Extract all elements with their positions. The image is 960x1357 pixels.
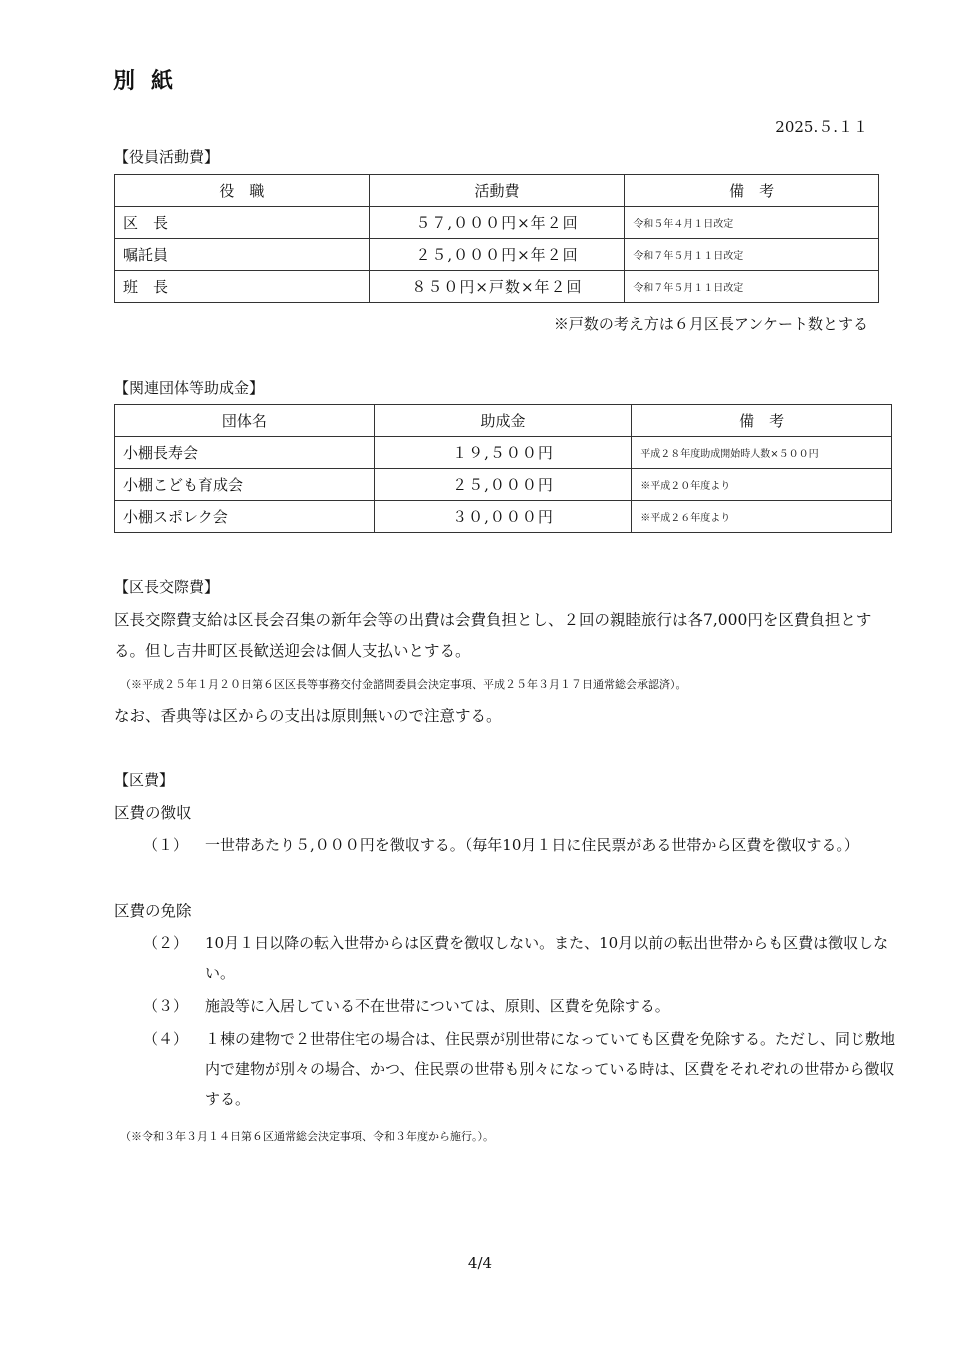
amount-cell: ３０,０００円 <box>374 501 632 533</box>
document-date: 2025.５.１１ <box>775 118 868 136</box>
role-cell: 区 長 <box>115 207 370 239</box>
remark-cell: 平成２８年度助成開始時人数×５００円 <box>632 437 892 469</box>
fee-exemption-heading: 区費の免除 <box>114 902 192 920</box>
role-cell: 班 長 <box>115 271 370 303</box>
remark-cell: 令和７年５月１１日改定 <box>625 271 879 303</box>
amount-cell: ２５,０００円 <box>374 469 632 501</box>
remark-cell: 令和５年４月１日改定 <box>625 207 879 239</box>
amount-cell: ５７,０００円×年２回 <box>369 207 625 239</box>
fee-item <box>143 830 895 860</box>
group-subsidy-table <box>114 404 892 533</box>
table-row <box>115 469 892 501</box>
amount-cell: ８５０円×戸数×年２回 <box>369 271 625 303</box>
column-header: 備 考 <box>632 405 892 437</box>
group-name-cell: 小棚長寿会 <box>115 437 375 469</box>
amount-cell: １９,５００円 <box>374 437 632 469</box>
table-header-row <box>115 405 892 437</box>
groups-section-heading: 【関連団体等助成金】 <box>114 379 265 397</box>
table-header-row <box>115 175 879 207</box>
item-text: 施設等に入居している不在世帯については、原則、区費を免除する。 <box>205 997 670 1015</box>
table-row <box>115 239 879 271</box>
page-title: 別 紙 <box>113 68 176 94</box>
condolence-note: なお、香典等は区からの支出は原則無いので注意する。 <box>114 707 502 725</box>
role-cell: 嘱託員 <box>115 239 370 271</box>
officer-fee-table <box>114 174 879 303</box>
fee-reference-note: （※令和３年３月１４日第６区通常総会決定事項、令和３年度から施行。）。 <box>120 1130 494 1143</box>
remark-cell: ※平成２０年度より <box>632 469 892 501</box>
social-reference-note: （※平成２５年１月２０日第６区区長等事務交付金諮問委員会決定事項、平成２５年３月１７日通常総会承認済）。 <box>120 678 687 691</box>
social-body-text: 区長交際費支給は区長会召集の新年会等の出費は会費負担とし、２回の親睦旅行は各7,000円を区費負担とする。但し吉井町区長歓送迎会は個人支払いとする。 <box>114 611 872 660</box>
column-header: 活動費 <box>369 175 625 207</box>
column-header: 団体名 <box>115 405 375 437</box>
officer-section-heading: 【役員活動費】 <box>114 148 220 166</box>
amount-cell: ２５,０００円×年２回 <box>369 239 625 271</box>
item-text: 一世帯あたり５,０００円を徴収する。（毎年10月１日に住民票がある世帯から区費を徴収する。） <box>205 836 859 854</box>
item-number: （２） <box>143 934 189 952</box>
table-row <box>115 207 879 239</box>
fee-item <box>143 991 895 1021</box>
table-row <box>115 271 879 303</box>
fee-item <box>143 1024 895 1114</box>
page-number: 4/4 <box>467 1254 493 1272</box>
table-row <box>115 501 892 533</box>
remark-cell: ※平成２６年度より <box>632 501 892 533</box>
column-header: 役 職 <box>115 175 370 207</box>
item-text: 10月１日以降の転入世帯からは区費を徴収しない。また、10月以前の転出世帯からも区費は徴収しない。 <box>205 934 889 982</box>
remark-cell: 令和７年５月１１日改定 <box>625 239 879 271</box>
table-row <box>115 437 892 469</box>
column-header: 備 考 <box>625 175 879 207</box>
item-number: （３） <box>143 997 189 1015</box>
social-section-heading: 【区長交際費】 <box>114 578 220 596</box>
group-name-cell: 小棚スポレク会 <box>115 501 375 533</box>
item-number: （１） <box>143 836 189 854</box>
fee-item <box>143 928 895 988</box>
group-name-cell: 小棚こども育成会 <box>115 469 375 501</box>
household-count-note: ※戸数の考え方は６月区長アンケート数とする <box>553 315 868 333</box>
item-number: （４） <box>143 1030 189 1048</box>
item-text: １棟の建物で２世帯住宅の場合は、住民票が別世帯になっていても区費を免除する。ただし、同じ敷地内で建物が別々の場合、かつ、住民票の世帯も別々になっている時は、区費をそれぞれの世帯から徴収する。 <box>205 1030 896 1108</box>
fee-collection-heading: 区費の徴収 <box>114 804 192 822</box>
column-header: 助成金 <box>374 405 632 437</box>
fee-section-heading: 【区費】 <box>114 771 175 789</box>
